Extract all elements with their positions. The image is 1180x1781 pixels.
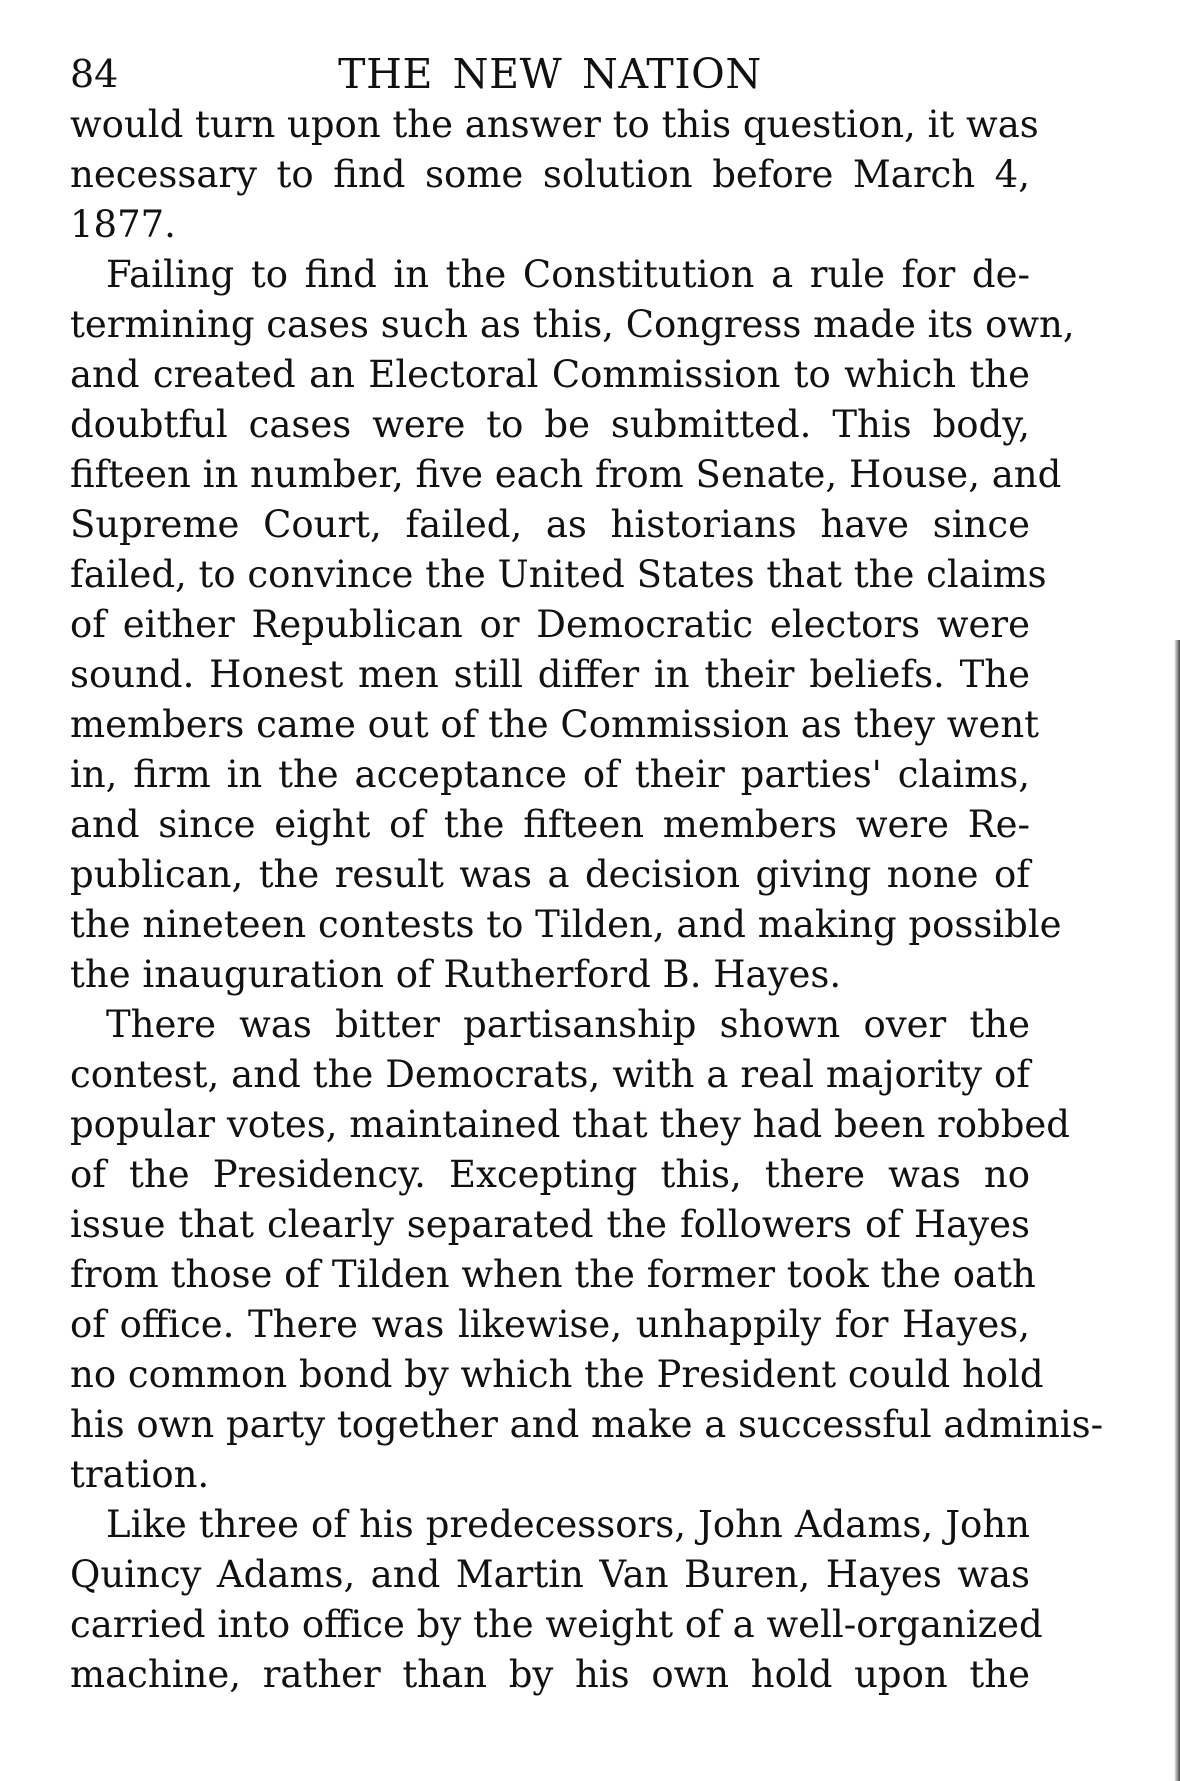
text-line: There was bitter partisanship shown over the (106, 1003, 1030, 1046)
text-line: popular votes, maintained that they had been robbed (70, 1103, 1070, 1146)
text-line: the nineteen contests to Tilden, and making possible (70, 903, 1062, 946)
text-line: carried into office by the weight of a well-organized (70, 1603, 1043, 1646)
text-line: doubtful cases were to be submitted. This body, (70, 403, 1030, 446)
paragraph-3 (70, 1000, 1104, 1500)
text-line: sound. Honest men still differ in their beliefs. The (70, 653, 1030, 696)
text-line: in, firm in the acceptance of their parties' claims, (70, 753, 1030, 796)
text-line: failed, to convince the United States that the claims (70, 553, 1047, 596)
running-title: THE NEW NATION (338, 50, 762, 98)
text-line: publican, the result was a decision giving none of (70, 853, 1030, 896)
text-line: of office. There was likewise, unhappily for Hayes, (70, 1303, 1030, 1346)
text-line: Quincy Adams, and Martin Van Buren, Hayes was (70, 1553, 1030, 1596)
text-line: his own party together and make a successful adminis- (70, 1403, 1104, 1446)
text-line: Failing to find in the Constitution a rule for de- (106, 253, 1030, 296)
running-head (70, 46, 1030, 102)
text-line: no common bond by which the President could hold (70, 1353, 1044, 1396)
body-text (70, 100, 1104, 1700)
text-line: necessary to find some solution before March 4, (70, 153, 1030, 196)
text-line: the inauguration of Rutherford B. Hayes. (70, 953, 842, 996)
text-line: issue that clearly separated the followers of Hayes (70, 1203, 1030, 1246)
text-line: tration. (70, 1453, 210, 1496)
text-line: from those of Tilden when the former took the oath (70, 1253, 1036, 1296)
text-line: of the Presidency. Excepting this, there was no (70, 1153, 1030, 1196)
text-line: contest, and the Democrats, with a real majority of (70, 1053, 1030, 1096)
text-line: termining cases such as this, Congress made its own, (70, 303, 1075, 346)
text-line: fifteen in number, five each from Senate, House, and (70, 453, 1062, 496)
text-line: and created an Electoral Commission to which the (70, 353, 1030, 396)
paragraph-4 (70, 1500, 1043, 1700)
text-line: would turn upon the answer to this question, it was (70, 103, 1039, 146)
text-line: Supreme Court, failed, as historians have since (70, 503, 1030, 546)
text-line: members came out of the Commission as they went (70, 703, 1040, 746)
paragraph-1 (70, 100, 1039, 250)
text-line: and since eight of the fifteen members were Re- (70, 803, 1030, 846)
page-edge-shadow (1174, 640, 1180, 1781)
text-line: of either Republican or Democratic electors were (70, 603, 1030, 646)
paragraph-2 (70, 250, 1075, 1000)
text-line: machine, rather than by his own hold upon the (70, 1653, 1030, 1696)
page-number: 84 (70, 52, 119, 96)
text-line: Like three of his predecessors, John Adams, John (106, 1503, 1030, 1546)
text-line: 1877. (70, 203, 176, 246)
